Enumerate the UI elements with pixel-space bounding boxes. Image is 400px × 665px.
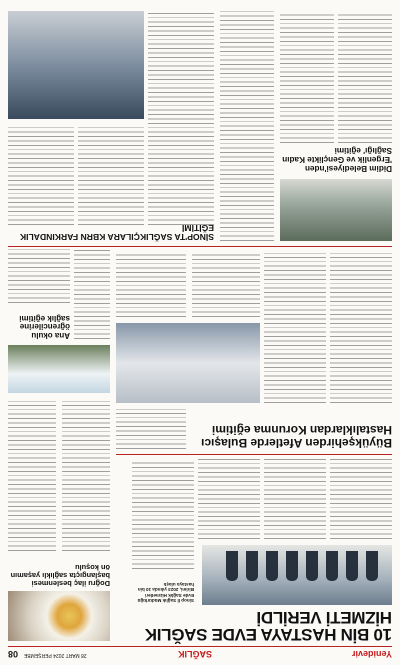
story-3-headline: Didim Belediyesi'nden 'Ergenlik ve Gençlikte Kadın Sağlığı' eğitimi bbox=[282, 146, 392, 173]
story-2-text-col-1 bbox=[330, 253, 392, 403]
story-3-text-col-1 bbox=[338, 11, 392, 143]
story-5-headline: Ana okulu öğrencilerine sağlık eğitimi bbox=[19, 313, 70, 340]
story-2-lead bbox=[116, 409, 186, 449]
story-6-text-col-1 bbox=[62, 401, 110, 551]
story-2-text-col-2 bbox=[264, 253, 326, 403]
section-label: SAĞLIK bbox=[177, 649, 212, 659]
story-4-text-col-1 bbox=[148, 11, 214, 225]
issue-date: 28 MART 2024 PERŞEMBE bbox=[24, 652, 87, 658]
main-headline: 10 BİN HASTAYA EVDE SAĞLIK HİZMETİ VERİLDİ bbox=[145, 608, 392, 644]
divider bbox=[116, 454, 392, 455]
story-6-text-col-2 bbox=[8, 401, 56, 551]
story-4-text-col-2 bbox=[78, 125, 144, 225]
story-2-text-col-4 bbox=[116, 253, 186, 317]
main-story-text-col-1 bbox=[330, 459, 392, 539]
divider bbox=[8, 246, 392, 247]
story-3-text-col-2 bbox=[280, 11, 334, 143]
newspaper-logo: Yenidevir bbox=[351, 649, 392, 659]
main-story-text-col-3 bbox=[132, 459, 194, 569]
main-story-text-col-2 bbox=[264, 459, 326, 539]
page-number: 08 bbox=[8, 649, 19, 659]
main-story-text-col-2b bbox=[198, 459, 260, 539]
story-3-photo bbox=[280, 179, 392, 241]
story-5-text-col-2 bbox=[8, 249, 70, 303]
story-2-headline: Büyükşehirden Afetlerde Bulaşıcı Hastalıklardan Korunma eğitimi bbox=[201, 423, 392, 450]
story-3-text-col-3 bbox=[220, 11, 274, 241]
story-4-headline: SİNOP'TA SAĞLIKÇILARA KBRN FARKINDALIK EĞİTİMİ bbox=[19, 222, 214, 242]
main-photo bbox=[202, 545, 392, 605]
story-2-text-col-3 bbox=[192, 253, 260, 317]
story-6-headline: Doğru ilaç beslenmesi başlangıçta sağlıklı yaşamın ön koşulu bbox=[10, 563, 110, 588]
main-story-deck: Sinop İl Sağlık Müdürlüğü Evde Sağlık Hizmetleri Birimi, 2023 yılında 10 bin hastaya ulaştı bbox=[137, 581, 194, 603]
story-5-text-col-1 bbox=[74, 249, 110, 339]
masthead bbox=[8, 646, 392, 659]
food-photo bbox=[8, 591, 110, 641]
story-5-photo bbox=[8, 345, 110, 393]
story-4-photo bbox=[8, 11, 144, 119]
story-2-photo bbox=[116, 323, 260, 403]
story-4-text-col-3 bbox=[8, 125, 74, 225]
